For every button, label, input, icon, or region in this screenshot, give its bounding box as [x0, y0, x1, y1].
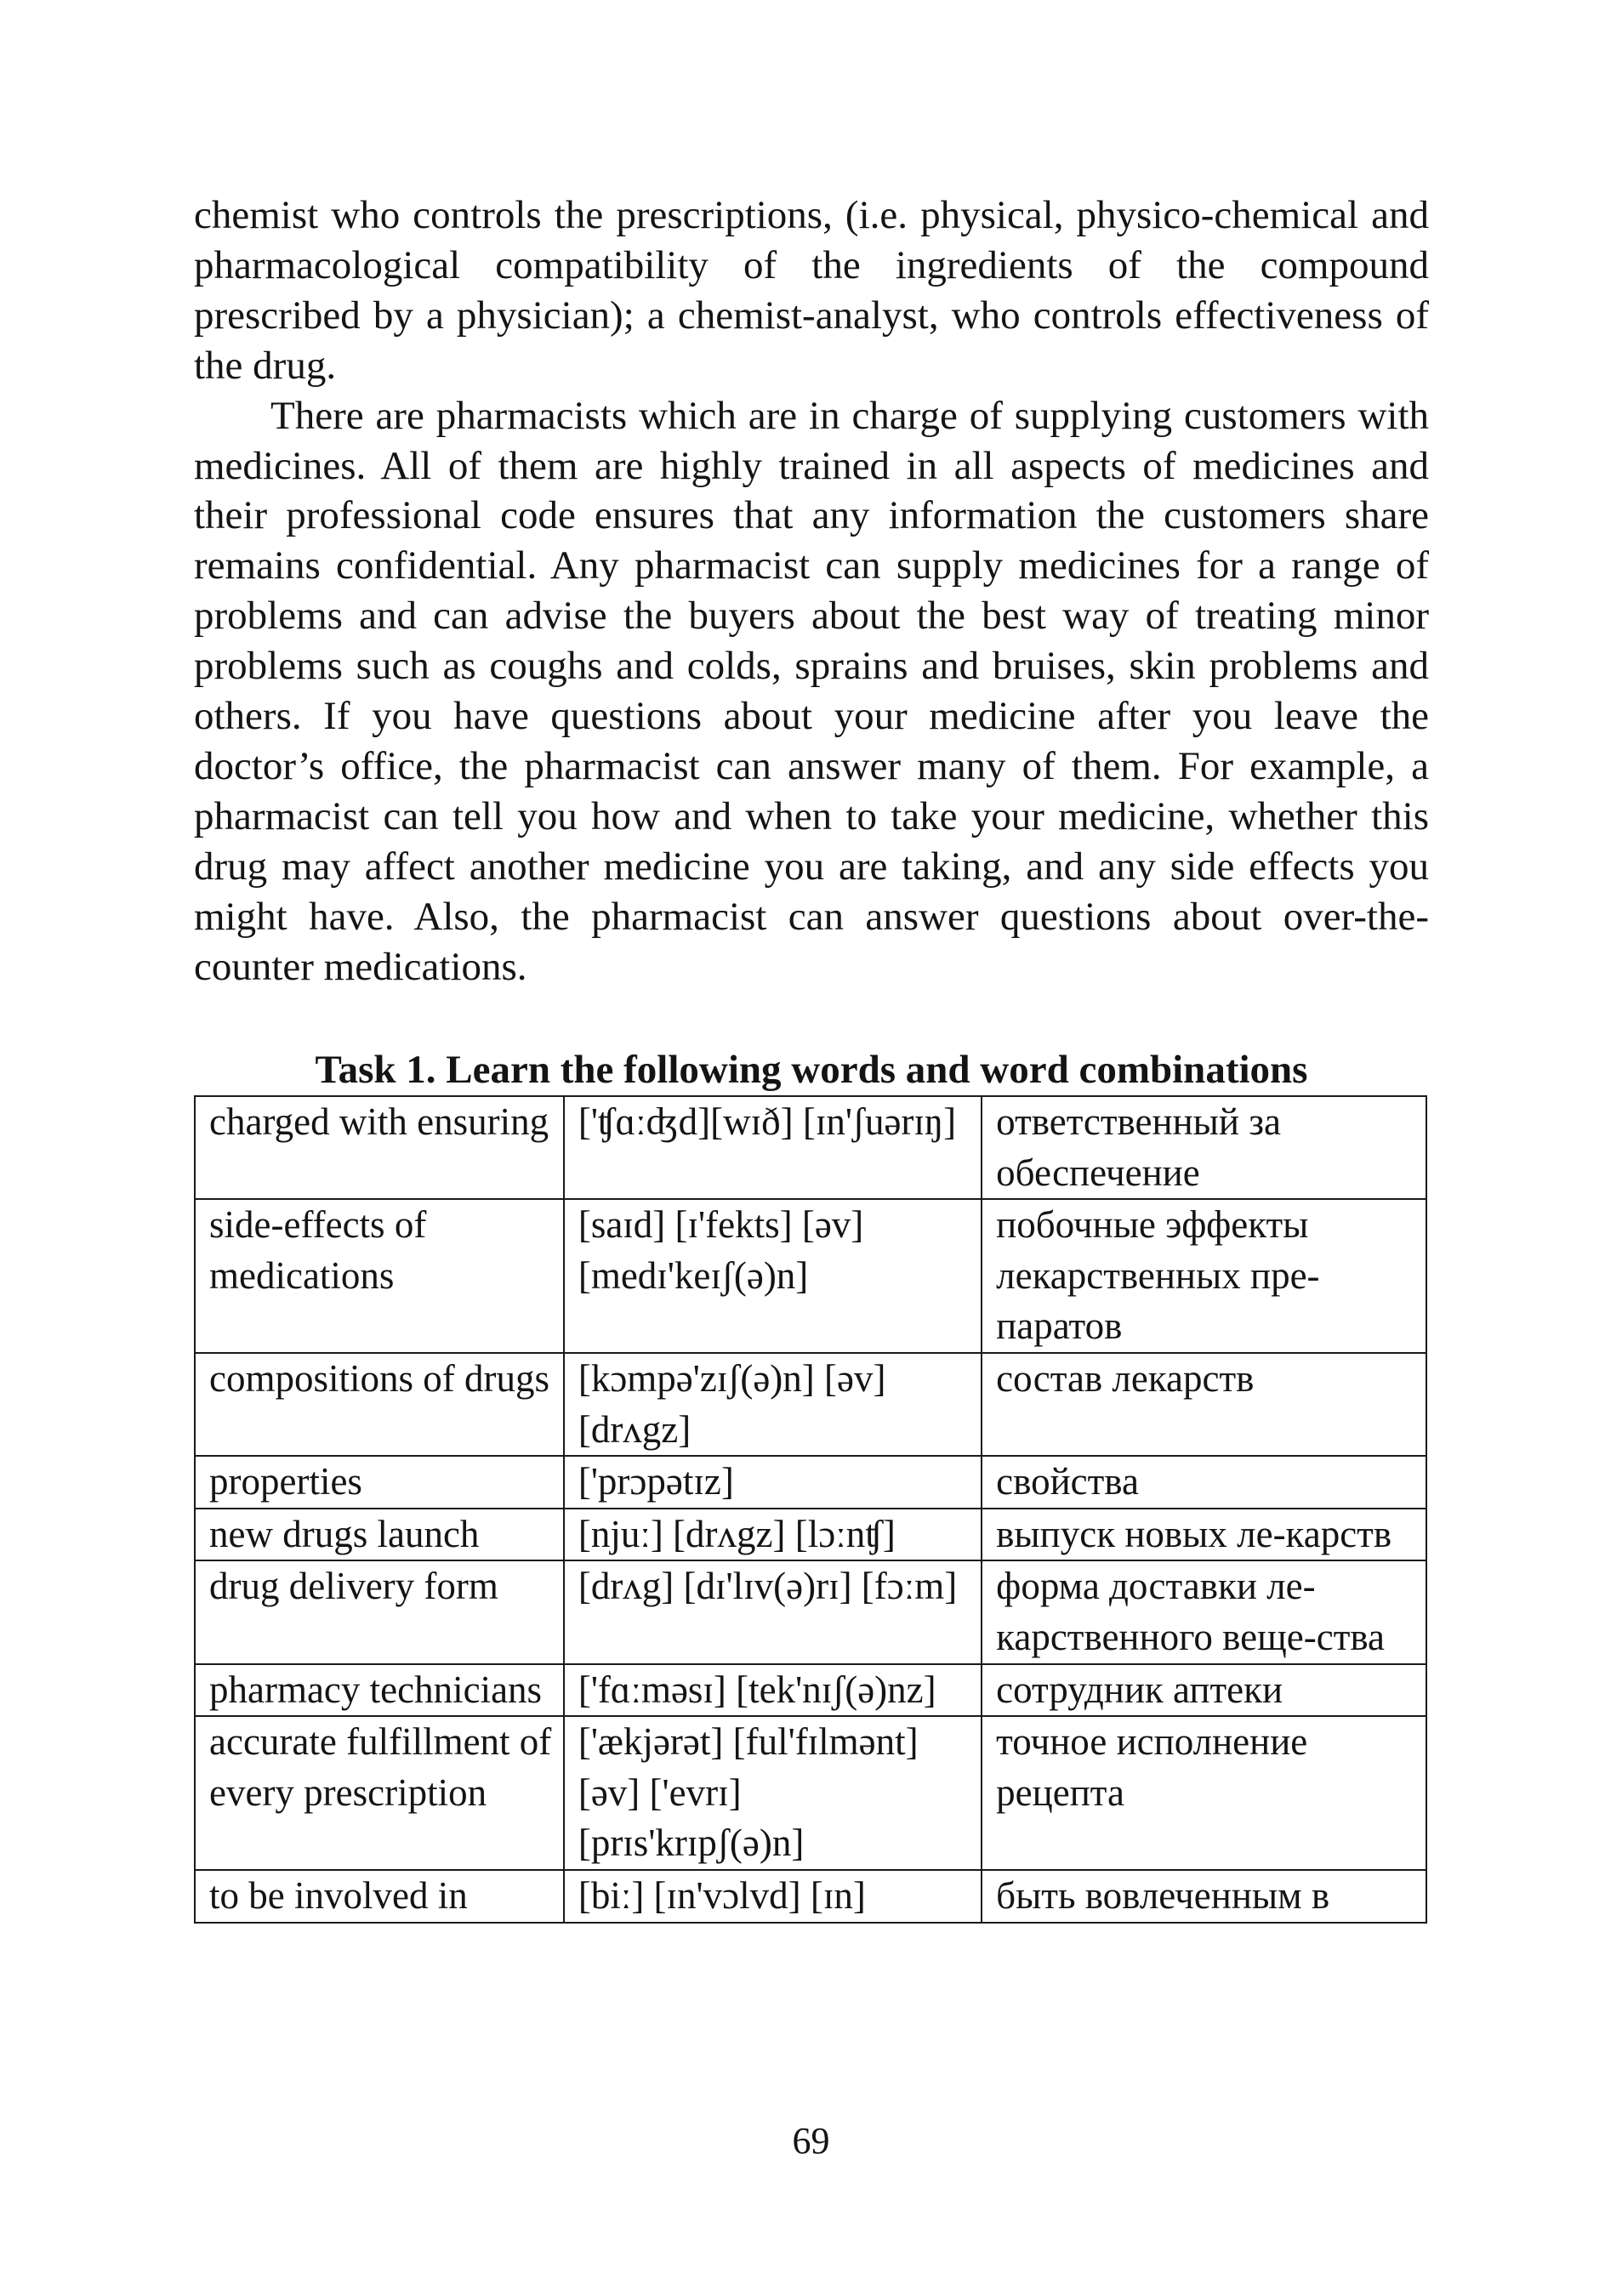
transcription-cell: [biː] [ɪn'vɔlvd] [ɪn]: [564, 1870, 982, 1923]
translation-cell: состав лекарств: [982, 1353, 1426, 1456]
term-cell: new drugs launch: [195, 1509, 564, 1561]
translation-cell: выпуск новых ле-карств: [982, 1509, 1426, 1561]
table-row: [195, 1870, 1426, 1923]
transcription-cell: ['fɑːməsɪ] [tek'nɪʃ(ə)nz]: [564, 1664, 982, 1717]
translation-cell: быть вовлеченным в: [982, 1870, 1426, 1923]
transcription-cell: [drʌg] [dɪ'lɪv(ə)rɪ] [fɔːm]: [564, 1560, 982, 1663]
term-cell: side-effects of medications: [195, 1199, 564, 1353]
task-title: Task 1. Learn the following words and word combinations: [315, 1048, 1308, 1092]
transcription-cell: [saɪd] [ɪ'fekts] [əv] [medɪ'keɪʃ(ə)n]: [564, 1199, 982, 1353]
transcription-cell: ['ækjərət] [ful'fɪlmənt] [əv] ['evrɪ] [prɪs'krɪpʃ(ə)n]: [564, 1716, 982, 1870]
paragraph: There are pharmacists which are in charge of supplying customers with medicines. All of them are highly trained in all aspects of medicines and their professional code ensures that any information the customers share remains confidential. Any pharmacist can supply medicines for a range of problems and can advise the buyers about the best way of treating minor problems such as coughs and colds, sprains and bruises, skin problems and others. If you have questions about your medicine after you leave the doctor’s office, the pharmacist can answer many of them. For example, a pharmacist can tell you how and when to take your medicine, whether this drug may affect another medicine you are taking, and any side effects you might have. Also, the pharmacist can answer questions about over-the-counter medications.: [194, 393, 1429, 989]
table-row: [195, 1456, 1426, 1509]
vocabulary-table: [194, 1095, 1427, 1924]
transcription-cell: [kɔmpə'zɪʃ(ə)n] [əv] [drʌgz]: [564, 1353, 982, 1456]
term-cell: compositions of drugs: [195, 1353, 564, 1456]
transcription-cell: ['prɔpətɪz]: [564, 1456, 982, 1509]
term-cell: properties: [195, 1456, 564, 1509]
translation-cell: точное исполнение рецепта: [982, 1716, 1426, 1870]
table-row: [195, 1716, 1426, 1870]
table-row: [195, 1560, 1426, 1663]
term-cell: drug delivery form: [195, 1560, 564, 1663]
term-cell: pharmacy technicians: [195, 1664, 564, 1717]
term-cell: to be involved in: [195, 1870, 564, 1923]
page-number: 69: [792, 2120, 830, 2162]
translation-cell: ответственный за обеспечение: [982, 1096, 1426, 1199]
translation-cell: побочные эффекты лекарственных пре-паратов: [982, 1199, 1426, 1353]
paragraph: chemist who controls the prescriptions, (i.e. physical, physico-chemical and pharmacological compatibility of the ingredients of the compound prescribed by a physician); a chemist-analyst, who controls effectiveness of the drug.: [194, 193, 1429, 388]
transcription-cell: [njuː] [drʌgz] [lɔːnʧ]: [564, 1509, 982, 1561]
translation-cell: форма доставки ле-карственного веще-ства: [982, 1560, 1426, 1663]
body-text: [194, 190, 1429, 992]
translation-cell: сотрудник аптеки: [982, 1664, 1426, 1717]
translation-cell: свойства: [982, 1456, 1426, 1509]
transcription-cell: ['ʧɑːʤd][wɪð] [ɪn'ʃuərɪŋ]: [564, 1096, 982, 1199]
table-row: [195, 1199, 1426, 1353]
table-row: [195, 1353, 1426, 1456]
term-cell: charged with ensuring: [195, 1096, 564, 1199]
table-row: [195, 1664, 1426, 1717]
term-cell: accurate fulfillment of every prescription: [195, 1716, 564, 1870]
table-row: [195, 1509, 1426, 1561]
table-row: [195, 1096, 1426, 1199]
